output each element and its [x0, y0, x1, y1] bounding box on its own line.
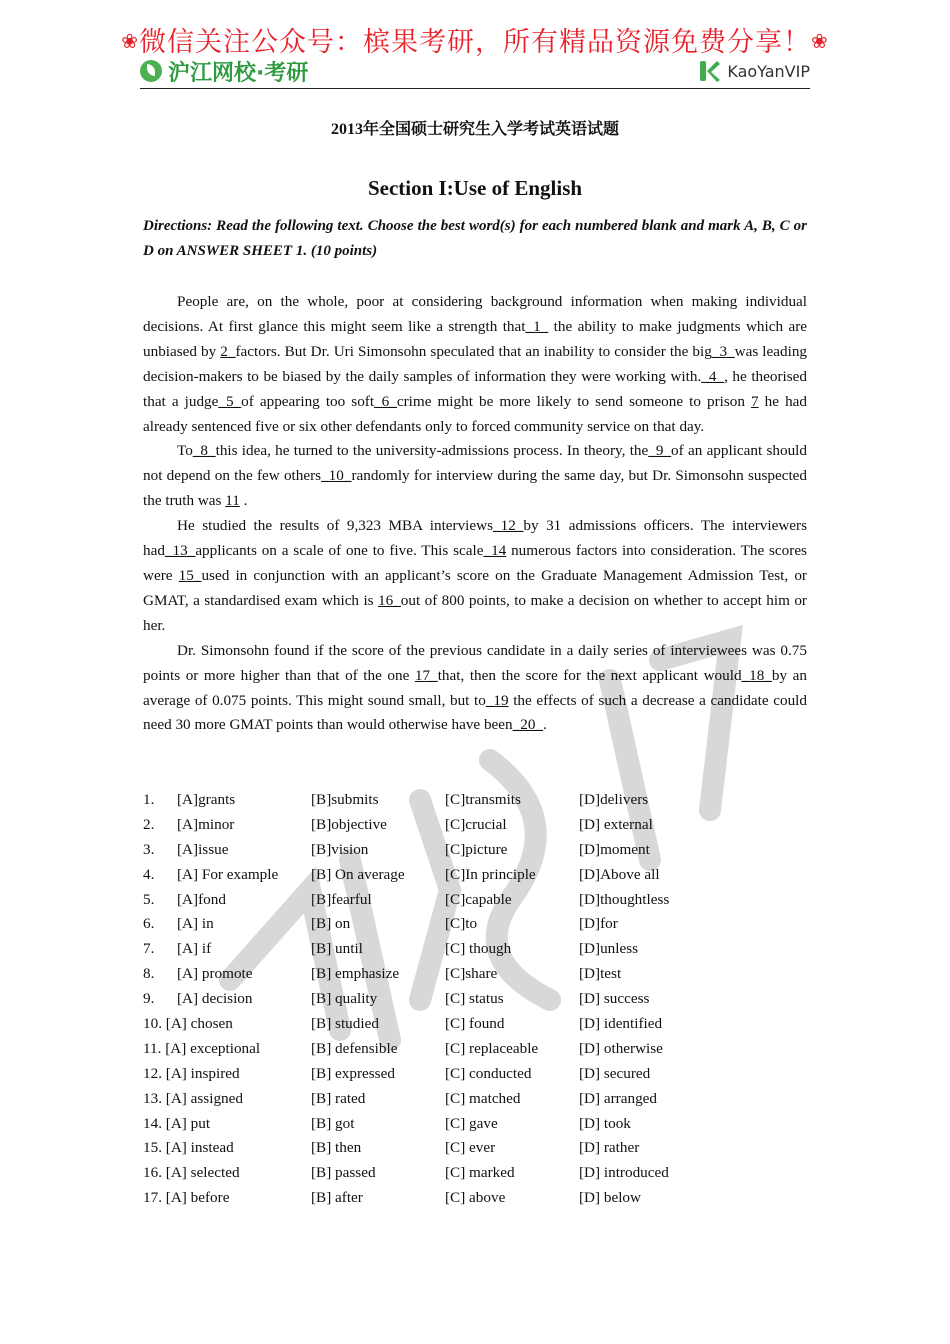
option-b: [B]objective [311, 815, 387, 833]
blank: _18_ [741, 666, 772, 684]
option-number-a: 17. [A] before [143, 1189, 230, 1207]
option-row [143, 1161, 807, 1186]
option-b: [B]fearful [311, 890, 372, 908]
option-b: [B] rated [311, 1089, 366, 1107]
option-a: [A] For example [177, 865, 279, 883]
passage-text: applicants on a scale of one to five. This scale [195, 542, 484, 560]
option-a: [A] in [177, 915, 214, 933]
option-row [143, 863, 807, 888]
option-a: [A]grants [177, 791, 236, 808]
option-d: [D]moment [579, 840, 650, 858]
document-title: 2013年全国硕士研究生入学考试英语试题 [330, 121, 619, 138]
k-logo-icon [699, 59, 721, 83]
option-d: [D] arranged [579, 1089, 657, 1107]
option-row [143, 1087, 807, 1112]
leaf-icon [140, 60, 162, 82]
flower-icon: ❀ [811, 29, 829, 53]
option-c: [C]share [445, 965, 498, 983]
blank: _6_ [374, 392, 397, 410]
passage-text: Dr. Simonsohn found if the score of the previous candidate in a daily series of interviewees was 0.75 points or more higher than that of the one [143, 641, 807, 684]
kaoyanvip-logo-text: KaoYanVIP [727, 61, 810, 81]
hujiang-logo [140, 56, 308, 86]
option-b: [B] defensible [311, 1039, 398, 1057]
promo-banner [0, 20, 950, 59]
hujiang-logo-text: 沪江网校·考研 [168, 60, 309, 86]
option-b: [B] until [311, 940, 363, 958]
option-b: [B] then [311, 1139, 362, 1157]
passage-text: of appearing too soft [241, 392, 375, 410]
passage-text: was leading decision-makers to be biased by the daily samples of information they were working with. [143, 342, 808, 385]
option-b: [B] studied [311, 1015, 379, 1033]
option-c: [C] conducted [445, 1064, 532, 1082]
option-row [143, 888, 807, 913]
option-c: [C] matched [445, 1089, 521, 1107]
passage-text: crime might be more likely to send someone to prison [396, 392, 752, 410]
blank: _19 [485, 691, 509, 709]
directions: Directions: Read the following text. Choose the best word(s) for each numbered blank and mark A, B, C or D on ANSWER SHEET 1. (10 points) [143, 218, 807, 259]
option-a: [A]minor [177, 815, 235, 833]
blank: _13_ [164, 542, 196, 560]
blank: 11 [225, 492, 240, 510]
option-a: [A] if [177, 940, 212, 958]
option-row [143, 838, 807, 863]
option-row [143, 1112, 807, 1137]
blank: _8_ [192, 442, 216, 460]
option-c: [C] ever [445, 1139, 496, 1157]
option-number-a: 13. [A] assigned [143, 1089, 243, 1107]
option-row [143, 1037, 807, 1062]
option-a: [A]issue [177, 840, 229, 858]
option-d: [D] identified [579, 1015, 663, 1033]
option-d: [D]Above all [579, 865, 660, 883]
passage-text: out of 800 points, to make a decision on whether to accept him or her. [143, 591, 807, 634]
option-c: [C] above [445, 1189, 506, 1207]
header-divider [140, 88, 810, 89]
flower-icon: ❀ [121, 29, 139, 53]
paragraph [143, 290, 807, 439]
option-b: [B] got [311, 1114, 355, 1132]
passage-text: factors. But Dr. Uri Simonsohn speculated that an inability to consider the big [235, 342, 712, 360]
option-row [143, 788, 807, 813]
option-a: [A] promote [177, 965, 253, 983]
passage-text: that, then the score for the next applicant would [437, 666, 742, 684]
blank: _1_ [525, 317, 549, 335]
blank: _12_ [493, 517, 524, 535]
paragraph [143, 514, 807, 639]
blank: 2_ [220, 342, 236, 360]
passage-text: To [177, 442, 193, 460]
option-b: [B]submits [311, 791, 379, 808]
option-number: 4. [143, 865, 155, 883]
blank: _5_ [218, 392, 242, 410]
blank: 17_ [414, 666, 438, 684]
passage [143, 290, 807, 738]
option-b: [B] passed [311, 1164, 376, 1182]
passage-text: the ability to make judgments which are unbiased by [143, 317, 807, 360]
passage-text: He studied the results of 9,323 MBA interviews [177, 517, 494, 535]
passage-text: by an average of 0.075 points. This might sound small, but to [143, 666, 808, 709]
option-d: [D] secured [579, 1064, 651, 1082]
option-b: [B] emphasize [311, 965, 400, 983]
option-number: 1. [143, 791, 155, 808]
option-c: [C]picture [445, 840, 508, 858]
passage-text: of an applicant should not depend on the few others [143, 442, 807, 485]
option-d: [D] below [579, 1189, 641, 1207]
option-row [143, 813, 807, 838]
option-c: [C]to [445, 915, 478, 933]
option-number: 6. [143, 915, 155, 933]
option-b: [B]vision [311, 840, 369, 858]
passage-text: used in conjunction with an applicant’s score on the Graduate Management Admission Test, or GMAT, a standardised exam which is [143, 566, 807, 609]
option-number-a: 10. [A] chosen [143, 1015, 233, 1033]
option-b: [B] On average [311, 865, 405, 883]
options-list [143, 788, 807, 1211]
passage-text: he had already sentenced five or six other defendants only to forced community service on that day. [143, 392, 808, 435]
passage-text: this idea, he turned to the university-admissions process. In theory, the [215, 442, 649, 460]
option-a: [A] decision [177, 990, 253, 1008]
option-number-a: 12. [A] inspired [143, 1064, 240, 1082]
option-number: 5. [143, 890, 155, 908]
option-b: [B] on [311, 915, 351, 933]
passage-text: numerous factors into consideration. The scores were [143, 542, 807, 584]
blank: 7 [751, 392, 759, 410]
option-d: [D]thoughtless [579, 890, 670, 908]
option-d: [D]for [579, 915, 618, 933]
option-c: [C] marked [445, 1164, 515, 1182]
banner-text: 微信关注公众号：槟果考研，所有精品资源免费分享！ [139, 27, 811, 58]
option-d: [D]unless [579, 940, 639, 958]
option-row [143, 1062, 807, 1087]
option-b: [B] quality [311, 990, 378, 1008]
option-c: [C]transmits [445, 791, 521, 808]
option-a: [A]fond [177, 890, 226, 908]
passage-text: , he theorised that a judge [143, 367, 807, 410]
brand-bar [140, 56, 810, 86]
passage-text: by 31 admissions officers. The interviewers had [143, 517, 808, 560]
option-d: [D]test [579, 965, 622, 983]
kaoyanvip-logo [699, 56, 810, 86]
blank: _20_ [512, 716, 543, 734]
option-row [143, 1012, 807, 1037]
option-number-a: 14. [A] put [143, 1114, 211, 1132]
paragraph [143, 439, 807, 514]
option-c: [C]capable [445, 890, 512, 908]
option-d: [D] external [579, 815, 653, 833]
blank: 15_ [178, 566, 202, 584]
blank: _14 [483, 542, 507, 560]
option-d: [D] otherwise [579, 1039, 663, 1057]
blank: _3_ [711, 342, 735, 360]
option-number-a: 11. [A] exceptional [143, 1039, 261, 1057]
option-b: [B] after [311, 1189, 363, 1207]
option-number: 2. [143, 815, 155, 833]
option-d: [D] took [579, 1114, 631, 1132]
passage-text: . [239, 492, 248, 510]
blank: _9_ [648, 442, 672, 460]
option-c: [C] replaceable [445, 1039, 539, 1057]
option-d: [D] rather [579, 1139, 640, 1157]
option-c: [C] gave [445, 1114, 498, 1132]
option-row [143, 1186, 807, 1211]
option-row [143, 987, 807, 1012]
option-number: 9. [143, 990, 155, 1008]
passage-text: . [543, 716, 547, 734]
blank: _4_ [701, 367, 725, 385]
blank: 16_ [378, 591, 401, 609]
option-row [143, 937, 807, 962]
option-number: 7. [143, 940, 155, 958]
option-d: [D] introduced [579, 1164, 669, 1182]
option-c: [C]In principle [445, 865, 536, 883]
passage-text: the effects of such a decrease a candidate could need 30 more GMAT points than would otherwise have been [143, 691, 807, 734]
option-c: [C] status [445, 990, 504, 1008]
option-row [143, 962, 807, 987]
option-c: [C]crucial [445, 815, 507, 833]
blank: _10_ [321, 467, 352, 485]
option-row [143, 1136, 807, 1161]
option-row [143, 912, 807, 937]
section-title: Section I:Use of English [367, 176, 583, 200]
option-b: [B] expressed [311, 1064, 395, 1082]
option-c: [C] though [445, 940, 512, 958]
passage-text: randomly for interview during the same day, but Dr. Simonsohn suspected the truth was [143, 467, 807, 510]
option-d: [D]delivers [579, 791, 649, 808]
option-d: [D] success [579, 990, 650, 1008]
option-number-a: 16. [A] selected [143, 1164, 240, 1182]
paragraph [143, 639, 807, 739]
option-number: 8. [143, 965, 155, 983]
option-number-a: 15. [A] instead [143, 1139, 234, 1157]
passage-text: People are, on the whole, poor at considering background information when making individual decisions. At first glance this might seem like a strength that [143, 293, 807, 335]
option-c: [C] found [445, 1015, 505, 1033]
option-number: 3. [143, 840, 155, 858]
